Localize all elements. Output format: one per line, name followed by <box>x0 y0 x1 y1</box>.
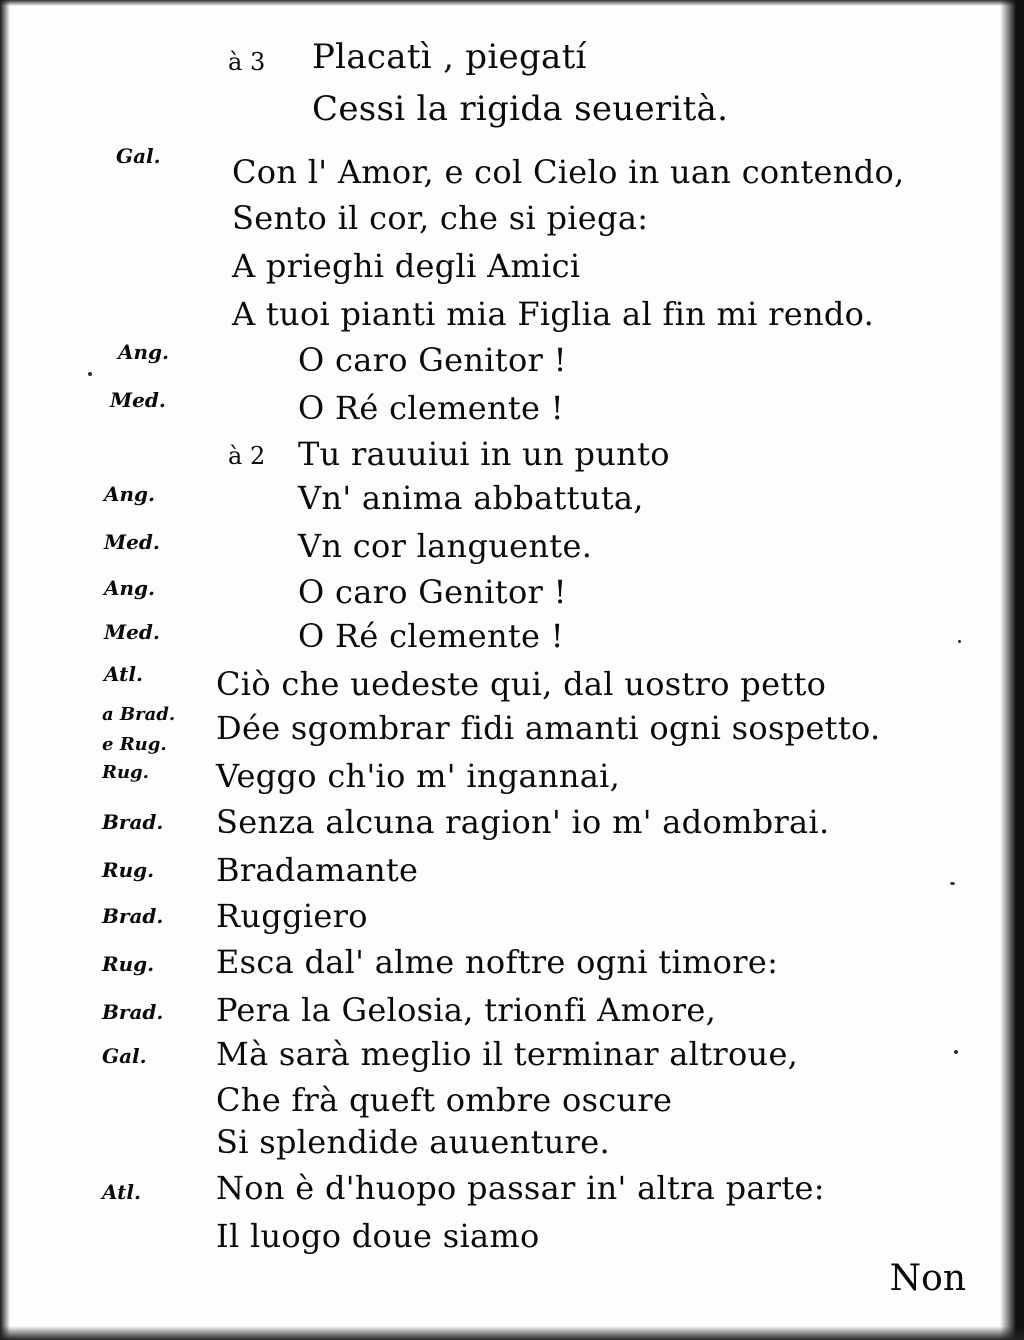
verse-line <box>0 338 1000 386</box>
speaker-label: Gal. <box>102 1044 147 1068</box>
scan-speck <box>958 640 961 643</box>
speaker-label: Ang. <box>118 340 170 364</box>
verse-text: Sento il cor, che si piega: <box>232 199 649 237</box>
verse-line <box>0 34 1000 82</box>
verse-text: O Ré clemente ! <box>298 617 564 655</box>
speaker-label: Med. <box>104 620 160 644</box>
verse-line <box>0 614 1000 662</box>
catchword: Non <box>889 1258 966 1299</box>
verse-line <box>0 754 1000 802</box>
verse-line <box>0 802 1000 850</box>
verse-text: Veggo ch'io m' ingannai, <box>216 757 621 795</box>
speaker-label: Ang. <box>104 482 156 506</box>
verse-text: Non è d'huopo passar in' altra parte: <box>216 1169 825 1207</box>
verse-text: Mà sarà meglio il terminar altroue, <box>216 1035 799 1073</box>
verse-text: O caro Genitor ! <box>298 573 567 611</box>
verse-text: Senza alcuna ragion' io m' adombrai. <box>216 803 830 841</box>
scan-speck <box>954 1050 958 1054</box>
verse-text: Placatì , piegatí <box>312 37 587 77</box>
verse-text: Ruggiero <box>216 897 368 935</box>
verse-text: O Ré clemente ! <box>298 389 564 427</box>
verse-text: Cessi la rigida seuerità. <box>312 89 729 129</box>
verse-text: Ciò che uedeste qui, dal uostro petto <box>216 665 827 703</box>
speaker-label: Rug. <box>102 858 155 882</box>
speaker-label: Brad. <box>102 810 164 834</box>
verse-text: Si splendide auuenture. <box>216 1123 610 1161</box>
verse-line <box>0 292 1000 340</box>
scan-edge-bottom <box>0 1326 1024 1340</box>
verse-text: Bradamante <box>216 851 419 889</box>
verse-line <box>0 524 1000 572</box>
verse-text: Che frà queft ombre oscure <box>216 1081 673 1119</box>
verse-line <box>0 942 1000 990</box>
speaker-label: e Rug. <box>102 734 167 755</box>
speaker-label: Atl. <box>104 662 143 686</box>
verse-line <box>0 1123 1000 1174</box>
verse-text: O caro Genitor ! <box>298 341 567 379</box>
speaker-label: Ang. <box>104 576 156 600</box>
verse-line <box>0 434 1000 482</box>
speaker-label: Rug. <box>102 762 149 783</box>
verse-text: Vn cor languente. <box>298 527 593 565</box>
speaker-label: Med. <box>104 530 160 554</box>
scan-edge-right <box>1000 0 1024 1340</box>
verse-line <box>0 898 1000 946</box>
speaker-label: Atl. <box>102 1180 141 1204</box>
verse-line <box>0 850 1000 898</box>
verse-text: Pera la Gelosia, trionfi Amore, <box>216 991 717 1029</box>
speaker-label: Med. <box>110 388 166 412</box>
scan-speck <box>950 882 955 885</box>
speaker-label: Brad. <box>102 904 164 928</box>
verse-text: A prieghi degli Amici <box>232 247 581 285</box>
verse-line <box>0 1170 1000 1218</box>
verse-line <box>0 146 1000 194</box>
verse-line <box>0 1036 1000 1084</box>
speaker-label: Gal. <box>116 144 161 168</box>
verse-text: Esca dal' alme noftre ogni timore: <box>216 943 779 981</box>
scan-edge-top <box>0 0 1024 6</box>
verse-line <box>0 244 1000 292</box>
verse-text: Dée sgombrar fidi amanti ogni sospetto. <box>216 709 881 747</box>
speaker-label: Rug. <box>102 952 155 976</box>
verse-line <box>0 1216 1000 1264</box>
scan-speck <box>88 372 92 376</box>
speaker-label: a Brad. <box>102 704 176 725</box>
verse-line <box>0 86 1000 134</box>
verse-text: Vn' anima abbattuta, <box>298 479 644 517</box>
verse-line <box>0 662 1000 710</box>
speaker-label: Brad. <box>102 1000 164 1024</box>
verse-line <box>0 476 1000 524</box>
verse-text: A tuoi pianti mia Figlia al fin mi rendo. <box>232 295 875 333</box>
voice-mark: à 3 <box>228 48 266 76</box>
verse-line <box>0 196 1000 244</box>
verse-text: Con l' Amor, e col Cielo in uan contendo, <box>232 153 905 191</box>
verse-line <box>0 384 1000 432</box>
voice-mark: à 2 <box>228 442 266 470</box>
verse-line <box>0 570 1000 618</box>
verse-text: Il luogo doue siamo <box>216 1217 540 1255</box>
verse-line <box>0 990 1000 1038</box>
verse-text: Tu rauuiui in un punto <box>298 435 670 473</box>
